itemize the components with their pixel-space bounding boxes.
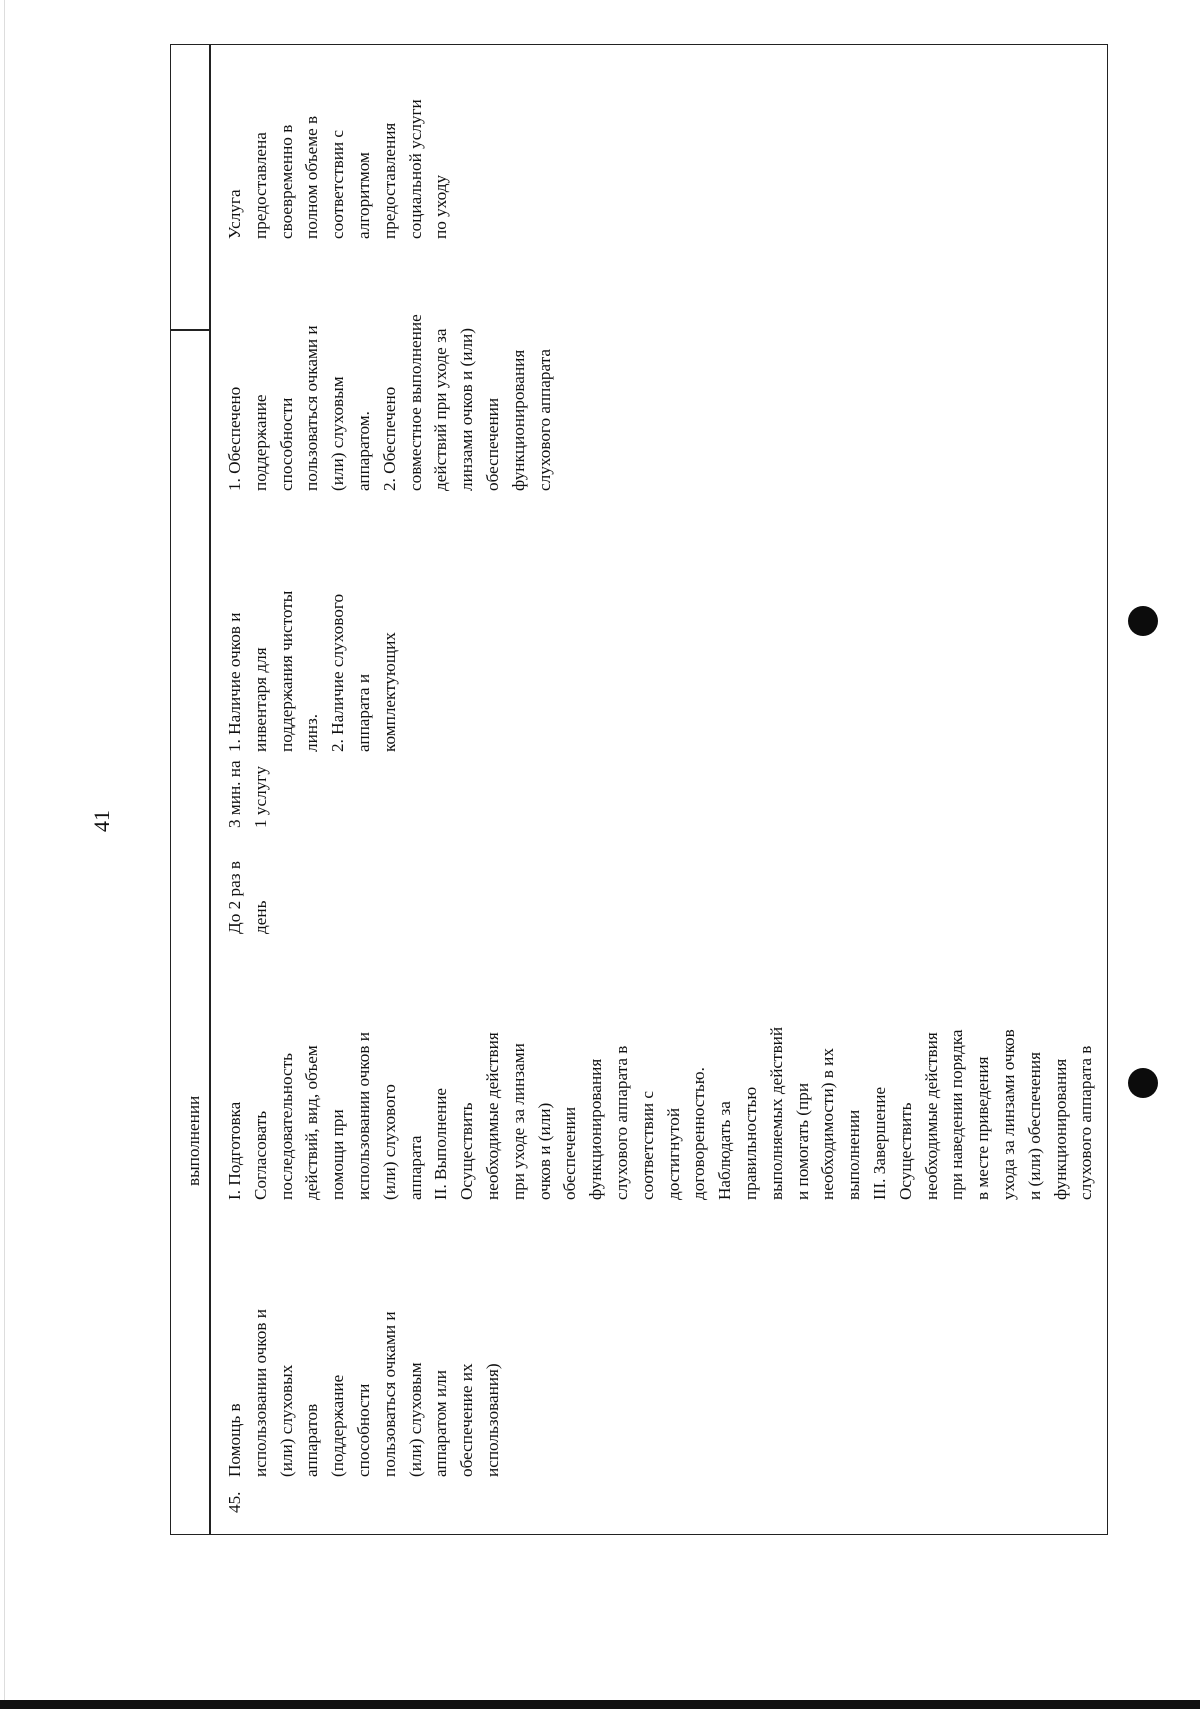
- service-frequency: До 2 раз в день: [225, 861, 270, 934]
- scan-edge-line: [4, 0, 5, 1700]
- binder-hole-mark: [1128, 606, 1158, 636]
- execution-column-header: выполнении: [184, 1095, 203, 1186]
- column-divider: [209, 45, 211, 1534]
- service-name: Помощь в использовании очков и (или) слуховых аппаратов (поддержание способности пользоваться очками и (или) слуховым аппаратом или обеспечение их использования): [225, 1309, 502, 1477]
- service-quality: Услуга предоставлена своевременно в полном объеме в соответствии с алгоритмом предоставления социальной услуги по уходу: [225, 99, 451, 239]
- page-number: 41: [89, 810, 114, 832]
- service-results: 1. Обеспечено поддержание способности пользоваться очками и (или) слуховым аппаратом. 2. Обеспечено совместное выполнение действий при уходе за линзами очков и (или) обеспечении функционирования слухового аппарата: [225, 314, 554, 491]
- binder-hole-mark: [1128, 1068, 1158, 1098]
- number-cell-divider: [171, 329, 211, 331]
- scan-edge-bar: [0, 1700, 1200, 1709]
- service-duration: 3 мин. на 1 услугу: [225, 760, 270, 828]
- service-conditions: 1. Наличие очков и инвентаря для поддержания чистоты линз. 2. Наличие слухового аппарата и комплектующих: [225, 590, 399, 752]
- service-procedure: I. Подготовка Согласовать последовательность действий, вид, объем помощи при использовании очков и (или) слухового аппарата II. Выполнение Осуществить необходимые действия при уходе за линзами очков и (или) обеспечении функционирования слухового аппарата в соответствии с достигнутой договоренностью. Наблюдать за правильностью выполняемых действий и помогать (при необходимости) в их выполнении III. Завершение Осуществить необходимые действия при наведении порядка в месте приведения ухода за линзами очков и (или) обеспечения функционирования слухового аппарата в: [225, 1026, 1096, 1200]
- row-number: 45.: [225, 1491, 244, 1513]
